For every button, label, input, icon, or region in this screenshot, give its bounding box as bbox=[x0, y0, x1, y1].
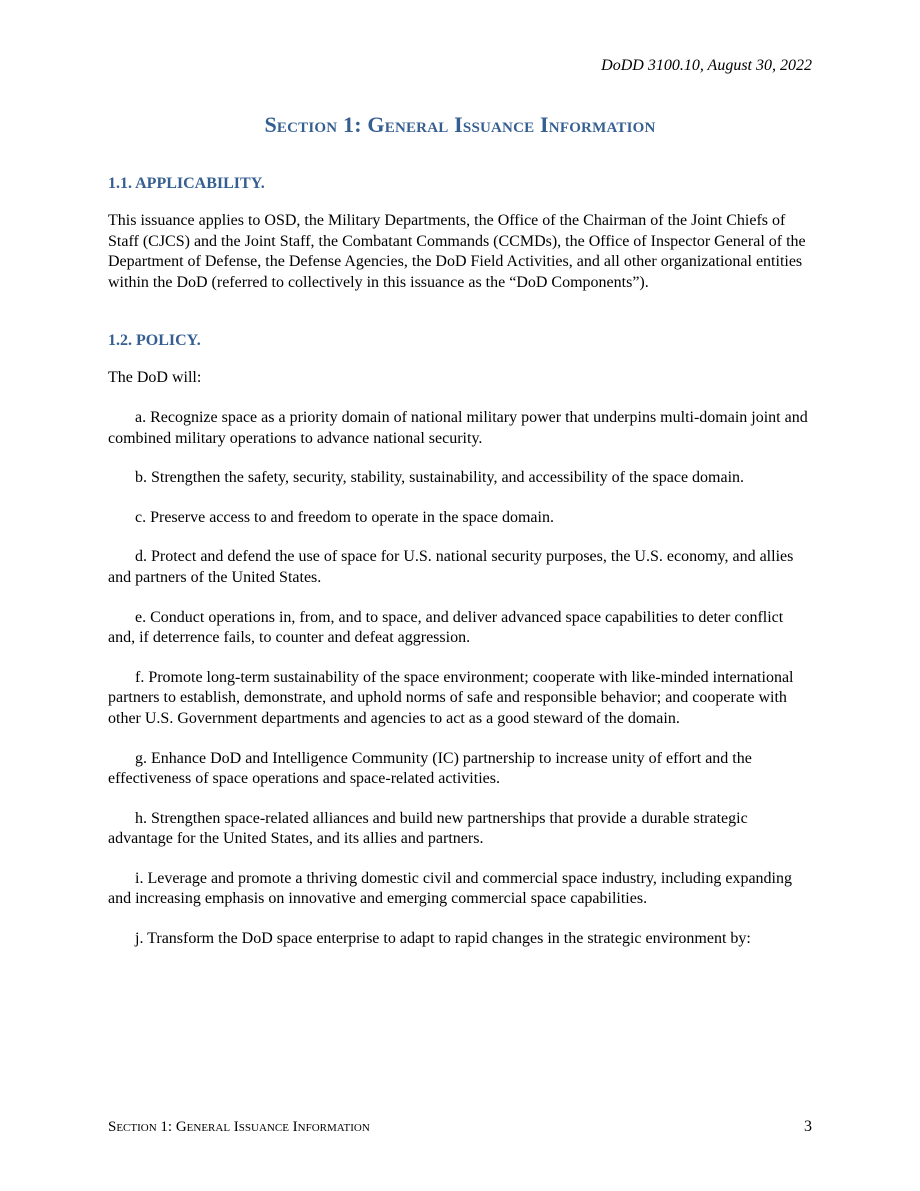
policy-item-f: f. Promote long-term sustainability of the space environment; cooperate with like-minded international partners to establish, demonstrate, and uphold norms of safe and responsible behavior; and cooperate with other U.S. Government departments and agencies to act as a good steward of the domain. bbox=[108, 668, 794, 727]
policy-item-a: a. Recognize space as a priority domain of national military power that underpins multi-domain joint and combined military operations to advance national security. bbox=[108, 408, 808, 447]
policy-item-b: b. Strengthen the safety, security, stability, sustainability, and accessibility of the space domain. bbox=[135, 469, 745, 487]
document-reference-header: DoDD 3100.10, August 30, 2022 bbox=[601, 57, 812, 74]
policy-item-d: d. Protect and defend the use of space for U.S. national security purposes, the U.S. economy, and allies and partners of the United States. bbox=[108, 548, 794, 586]
policy-item-g: g. Enhance DoD and Intelligence Community (IC) partnership to increase unity of effort and the effectiveness of space operations and space-related activities. bbox=[108, 749, 752, 788]
policy-heading: 1.2. POLICY. bbox=[108, 332, 201, 350]
policy-item-e: e. Conduct operations in, from, and to space, and deliver advanced space capabilities to deter conflict and, if deterrence fails, to counter and defeat aggression. bbox=[108, 608, 784, 647]
section-title: Section 1: General Issuance Information bbox=[264, 112, 656, 137]
footer-section-label: Section 1: General Issuance Information bbox=[108, 1119, 370, 1135]
document-body bbox=[108, 174, 814, 969]
applicability-text: This issuance applies to OSD, the Military Departments, the Office of the Chairman of the Joint Chiefs of Staff (CJCS) and the Joint Staff, the Combatant Commands (CCMDs), the Office of Inspector General of the Department of Defense, the Defense Agencies, the DoD Field Activities, and all other organizational entities within the DoD (referred to collectively in this issuance as the “DoD Components”). bbox=[108, 212, 806, 291]
policy-item-j: j. Transform the DoD space enterprise to adapt to rapid changes in the strategic environment by: bbox=[135, 930, 751, 948]
applicability-heading: 1.1. APPLICABILITY. bbox=[108, 175, 265, 192]
policy-intro: The DoD will: bbox=[108, 369, 202, 387]
policy-item-h: h. Strengthen space-related alliances and build new partnerships that provide a durable strategic advantage for the United States, and its allies and partners. bbox=[108, 809, 748, 848]
policy-item-c: c. Preserve access to and freedom to operate in the space domain. bbox=[135, 508, 554, 526]
policy-item-i: i. Leverage and promote a thriving domestic civil and commercial space industry, including expanding and increasing emphasis on innovative and emerging commercial space capabilities. bbox=[108, 869, 792, 908]
page-number: 3 bbox=[804, 1118, 812, 1135]
